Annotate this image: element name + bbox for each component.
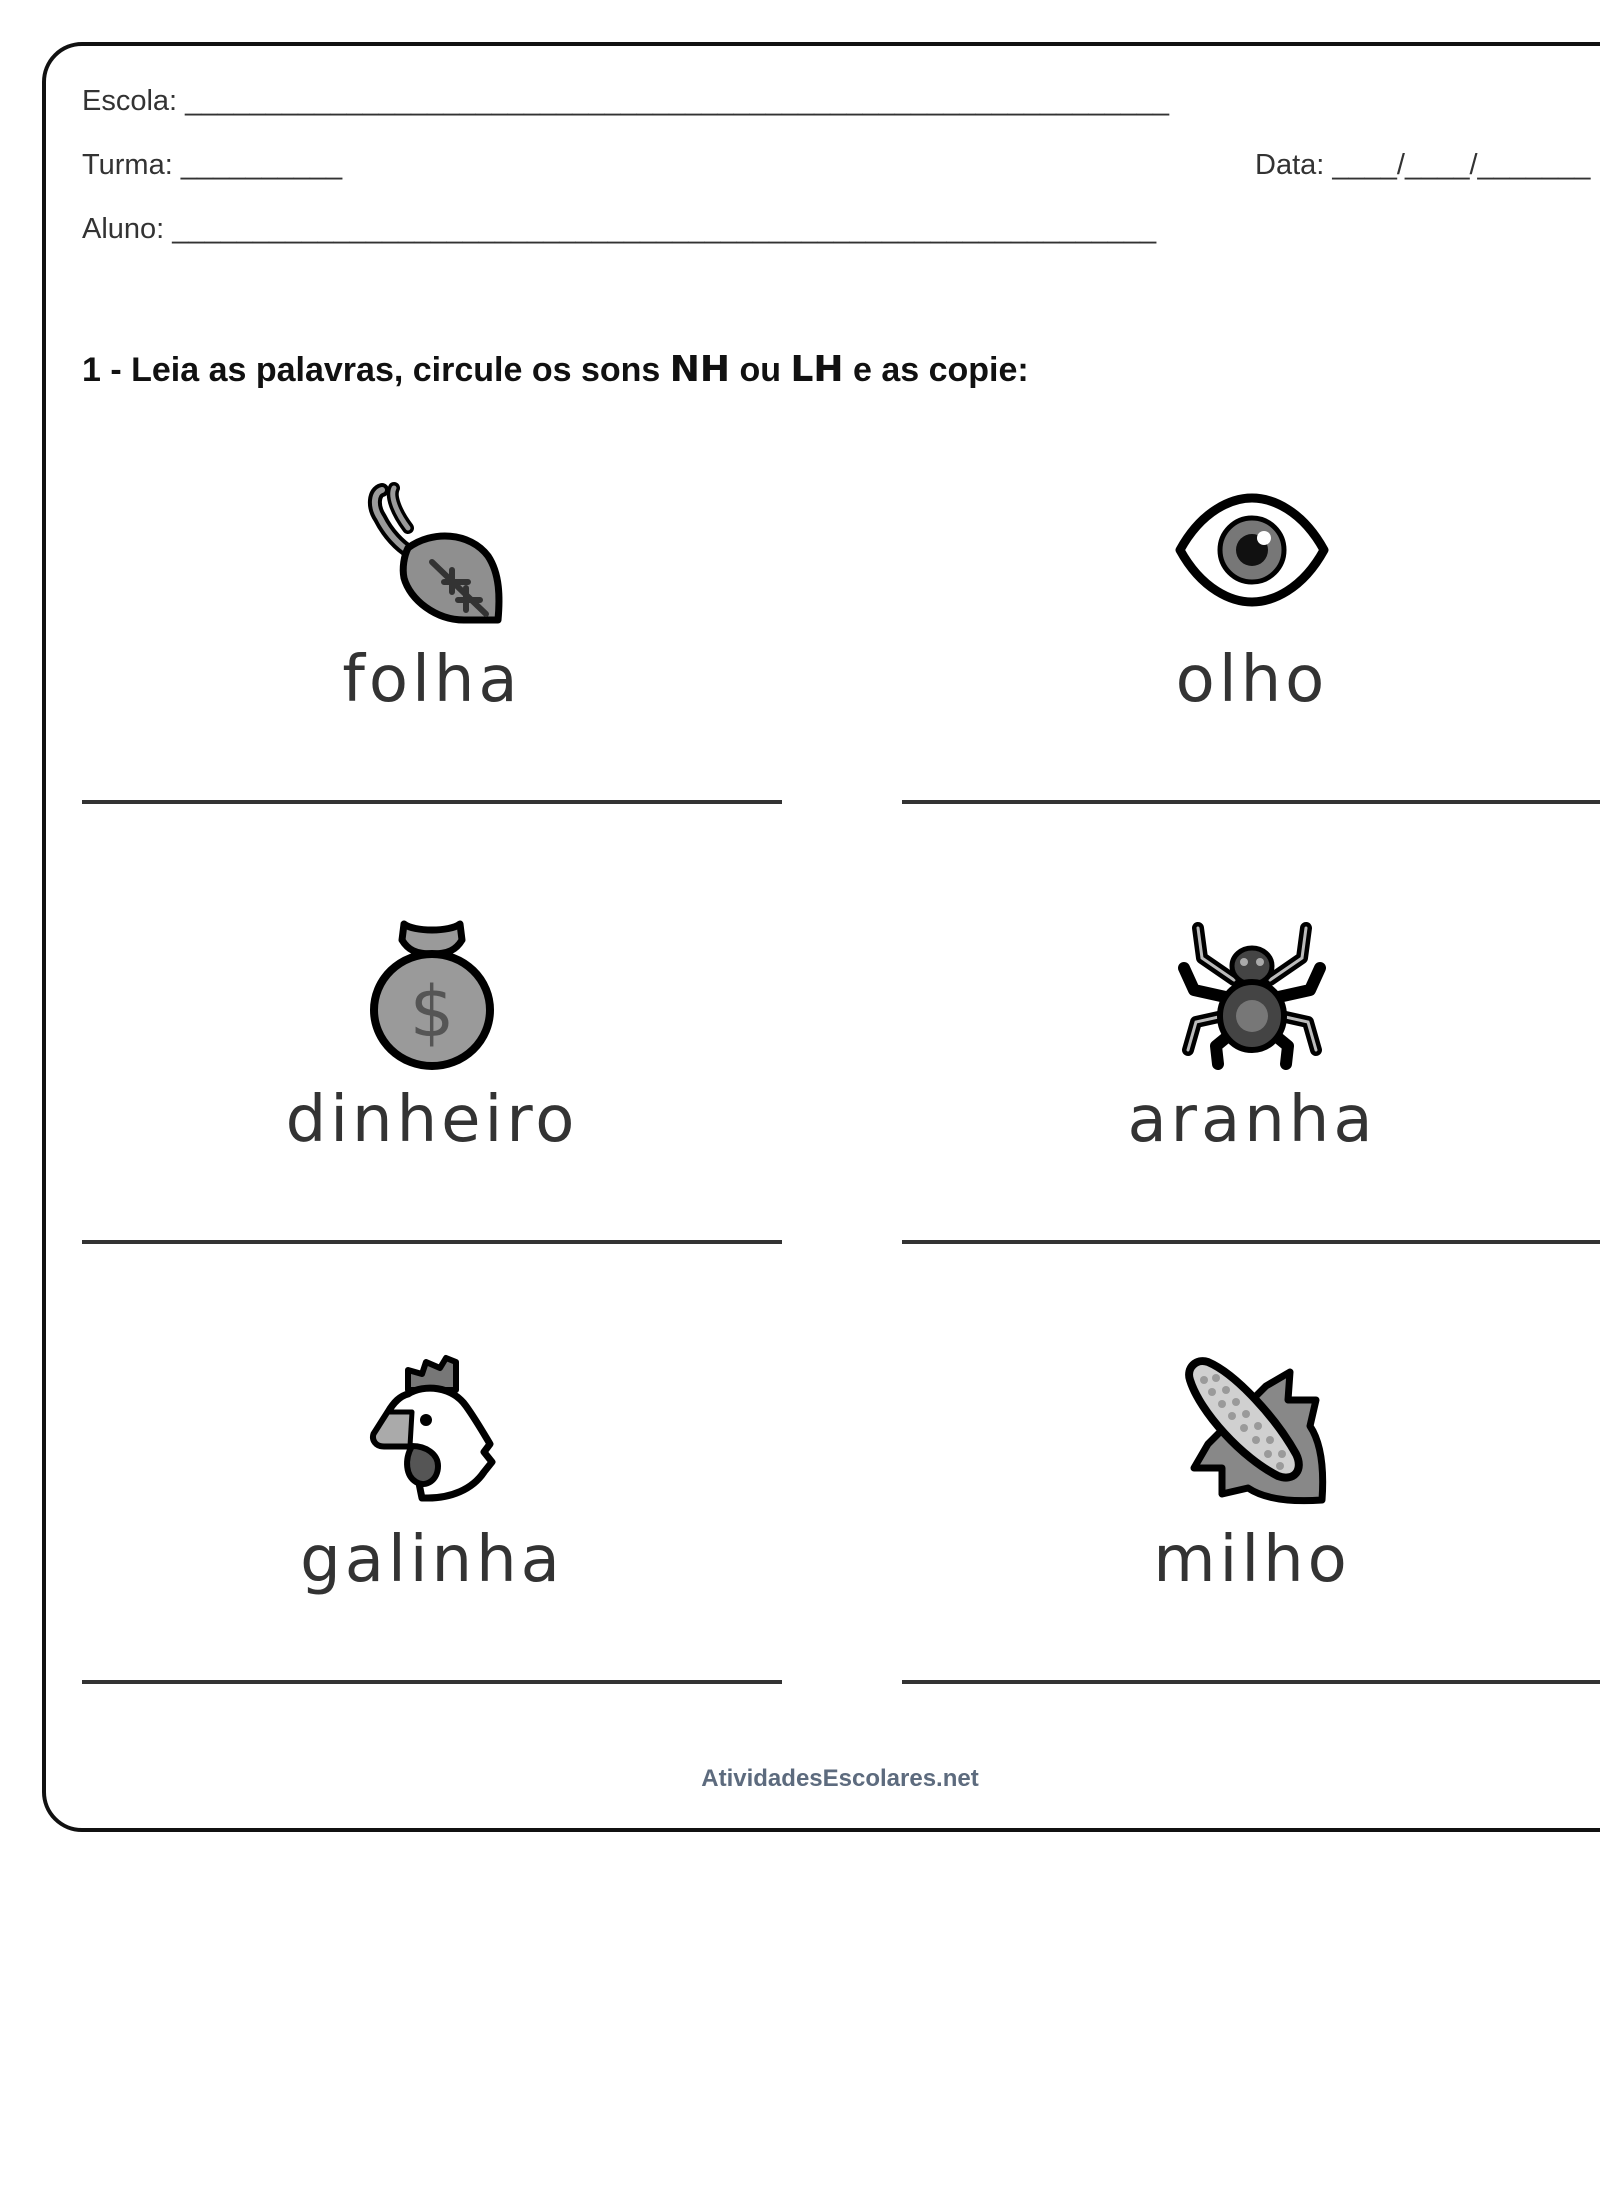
copy-line[interactable] [902, 800, 1600, 804]
eye-icon [1172, 470, 1332, 630]
word-label: galinha [300, 1523, 564, 1597]
sound-nh: NH [669, 349, 731, 390]
corn-icon [1172, 1350, 1332, 1510]
spider-icon [1172, 910, 1332, 1070]
money-bag-icon [352, 910, 512, 1070]
word-card-milho [902, 1350, 1600, 1770]
word-label: dinheiro [285, 1083, 579, 1157]
copy-line[interactable] [82, 1240, 782, 1244]
question-middle: ou [730, 351, 791, 389]
leaf-icon [352, 470, 512, 630]
word-label: milho [1153, 1523, 1351, 1597]
word-label: aranha [1127, 1083, 1377, 1157]
copy-line[interactable] [82, 1680, 782, 1684]
question-instruction [82, 350, 1029, 390]
student-field[interactable]: Aluno: _____________________________________________________________ [82, 213, 1157, 245]
copy-line[interactable] [902, 1240, 1600, 1244]
class-field[interactable]: Turma: __________ [82, 149, 343, 181]
word-label: folha [342, 643, 522, 717]
copy-line[interactable] [902, 1680, 1600, 1684]
chicken-icon [352, 1350, 512, 1510]
word-card-aranha [902, 910, 1600, 1330]
word-label: olho [1175, 643, 1329, 717]
word-card-folha [82, 470, 782, 890]
word-card-dinheiro [82, 910, 782, 1330]
footer-site[interactable]: AtividadesEscolares.net [701, 1765, 979, 1792]
question-prefix: 1 - Leia as palavras, circule os sons [82, 351, 670, 389]
date-field[interactable]: Data: ____/____/_______ [1255, 149, 1591, 181]
question-suffix: e as copie: [843, 351, 1029, 389]
sound-lh: LH [790, 349, 844, 390]
word-card-olho [902, 470, 1600, 890]
svg-text:$: $ [409, 971, 455, 1053]
word-card-galinha [82, 1350, 782, 1770]
copy-line[interactable] [82, 800, 782, 804]
school-field[interactable]: Escola: _____________________________________________________________ [82, 85, 1169, 117]
